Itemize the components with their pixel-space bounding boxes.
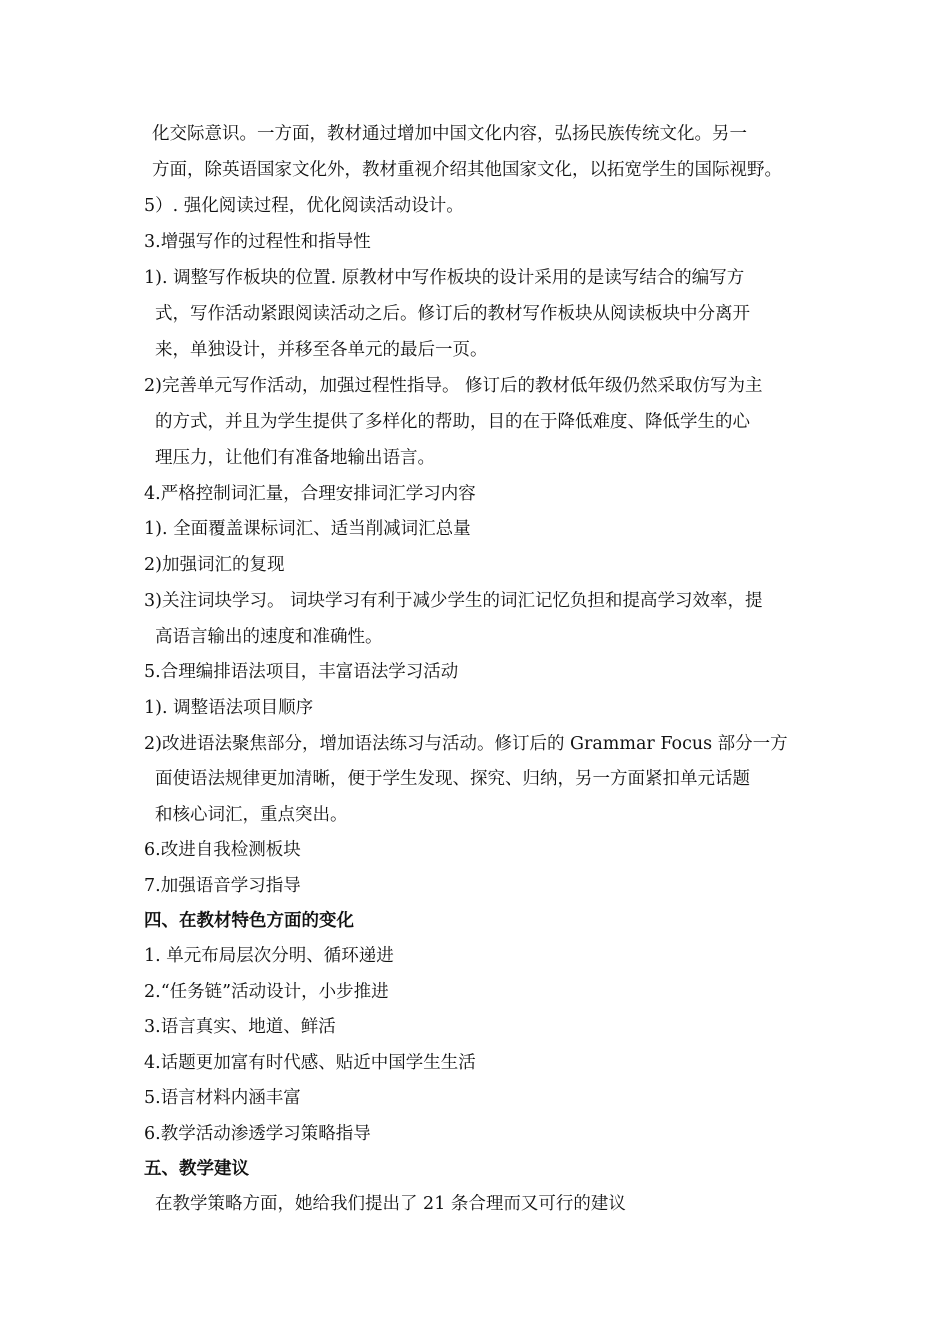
section-heading: 五、教学建议 [144,1159,249,1179]
list-item: 2)加强词汇的复现 [144,555,285,575]
paragraph-line: 方面，除英语国家文化外，教材重视介绍其他国家文化，以拓宽学生的国际视野。 [152,160,782,180]
list-item: 1). 全面覆盖课标词汇、适当削减词汇总量 [144,519,471,539]
list-item: 6.教学活动渗透学习策略指导 [144,1124,371,1144]
list-item: 2.“任务链”活动设计，小步推进 [144,982,389,1002]
paragraph-line: 式，写作活动紧跟阅读活动之后。修订后的教材写作板块从阅读板块中分离开 [155,304,750,324]
paragraph-line: 来，单独设计，并移至各单元的最后一页。 [155,340,488,360]
list-item: 5）. 强化阅读过程，优化阅读活动设计。 [144,196,464,216]
list-item: 1). 调整写作板块的位置. 原教材中写作板块的设计采用的是读写结合的编写方 [144,268,745,288]
list-item: 2)改进语法聚焦部分，增加语法练习与活动。修订后的 Grammar Focus 部分一方 [144,734,788,754]
paragraph-line: 在教学策略方面，她给我们提出了 21 条合理而又可行的建议 [155,1194,626,1214]
paragraph-line: 的方式，并且为学生提供了多样化的帮助，目的在于降低难度、降低学生的心 [155,412,750,432]
paragraph-line: 和核心词汇，重点突出。 [155,805,348,825]
list-item: 5.语言材料内涵丰富 [144,1088,301,1108]
paragraph-line: 高语言输出的速度和准确性。 [155,627,383,647]
list-item: 4.话题更加富有时代感、贴近中国学生生活 [144,1053,476,1073]
paragraph-line: 化交际意识。一方面，教材通过增加中国文化内容，弘扬民族传统文化。另一 [152,124,747,144]
paragraph-line: 理压力，让他们有准备地输出语言。 [155,448,435,468]
list-item: 3)关注词块学习。 词块学习有利于减少学生的词汇记忆负担和提高学习效率，提 [144,591,763,611]
list-item: 3.语言真实、地道、鲜活 [144,1017,336,1037]
paragraph-line: 面使语法规律更加清晰，便于学生发现、探究、归纳，另一方面紧扣单元话题 [155,769,750,789]
list-item: 2)完善单元写作活动，加强过程性指导。 修订后的教材低年级仍然采取仿写为主 [144,376,763,396]
section-heading: 四、在教材特色方面的变化 [144,911,354,931]
section-item: 3.增强写作的过程性和指导性 [144,232,371,252]
list-item: 1. 单元布局层次分明、循环递进 [144,946,394,966]
section-item: 5.合理编排语法项目，丰富语法学习活动 [144,662,459,682]
section-item: 6.改进自我检测板块 [144,840,301,860]
section-item: 4.严格控制词汇量，合理安排词汇学习内容 [144,484,476,504]
list-item: 1). 调整语法项目顺序 [144,698,314,718]
section-item: 7.加强语音学习指导 [144,876,301,896]
